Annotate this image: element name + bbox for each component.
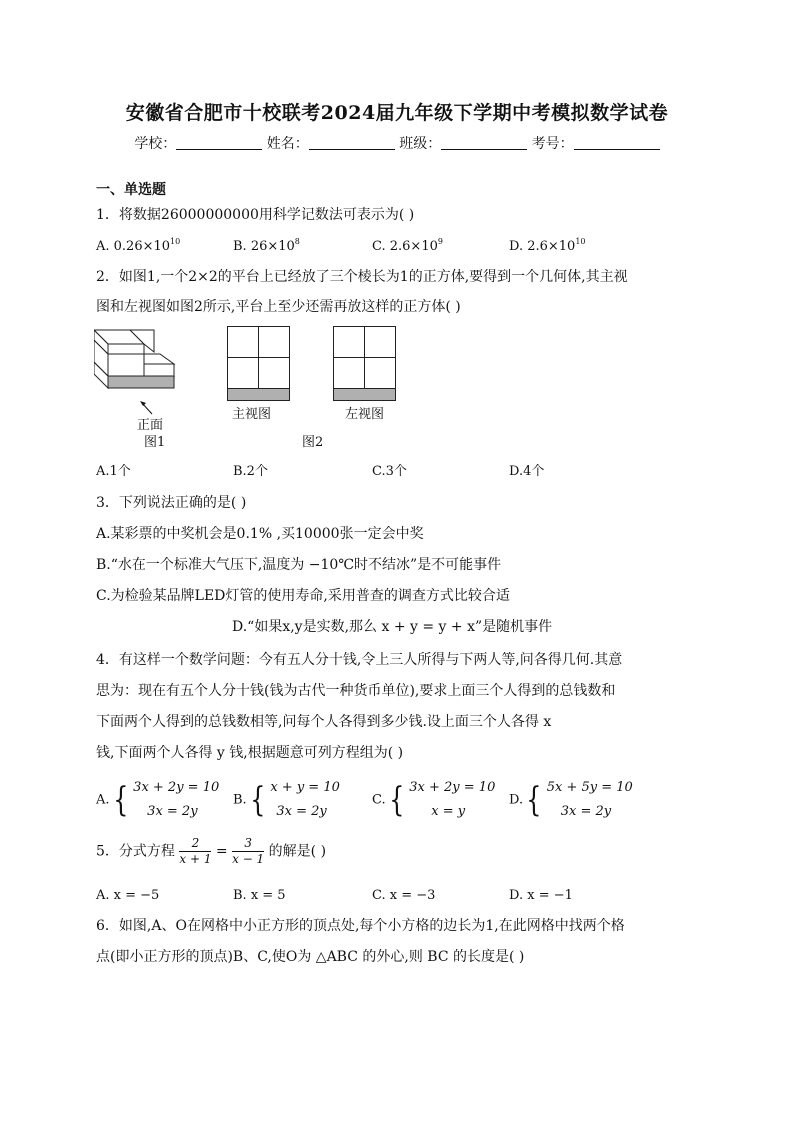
q5-prefix: 5．分式方程	[96, 843, 175, 860]
q4-a-label: A.	[96, 792, 110, 808]
main-view-label: 主视图	[232, 407, 272, 422]
q4-a-system	[133, 776, 219, 824]
q4-option-a	[96, 776, 219, 824]
q1-option-c	[372, 237, 443, 254]
q5-denominator-right: x − 1	[232, 852, 265, 866]
q4-b-brace: {	[249, 780, 266, 820]
q4-d-eq1: 5x + 5y = 10	[546, 780, 633, 795]
page-title: 安徽省合肥市十校联考2024届九年级下学期中考模拟数学试卷	[125, 102, 669, 124]
q4-a-brace: {	[112, 780, 128, 820]
q3-option-b: B.“水在一个标准大气压下,温度为 −10℃时不结冰”是不可能事件	[96, 557, 502, 573]
q5-fraction-right	[232, 836, 264, 867]
number-blank[interactable]	[574, 137, 660, 150]
q5-fraction-left	[179, 836, 211, 867]
name-label: 姓名：	[266, 136, 309, 152]
q5-numerator-right: 3	[232, 836, 264, 852]
q1-option-a	[96, 237, 181, 254]
q1-b-base: B. 26×10	[233, 239, 295, 254]
q4-c-brace: {	[388, 780, 405, 820]
q4-c-label: C.	[372, 792, 386, 808]
left-view-diagram	[333, 326, 397, 402]
front-arrow	[138, 400, 158, 416]
q4-line-3: 下面两个人得到的总钱数相等,问每个人各得到多少钱.设上面三个人各得 x	[96, 714, 552, 730]
q6-line-1: 6．如图,A、O在网格中小正方形的顶点处,每个小方格的边长为1,在此网格中找两个格	[96, 918, 625, 934]
q2-option-b: B.2个	[233, 464, 268, 479]
q4-b-eq2: 3x = 2y	[276, 804, 327, 819]
q4-d-system	[547, 776, 633, 824]
q4-b-eq1: x + y = 10	[270, 780, 340, 795]
q4-b-label: B.	[233, 792, 247, 808]
number-label: 考号：	[531, 136, 574, 152]
q1-b-exp: 8	[294, 237, 300, 246]
school-label: 学校：	[134, 136, 177, 152]
q1-stem: 1．将数据26000000000用科学记数法可表示为( )	[96, 207, 415, 223]
name-blank[interactable]	[309, 137, 395, 150]
q1-d-exp: 10	[575, 237, 586, 246]
q5-numerator-left: 2	[179, 836, 211, 852]
q1-c-exp: 9	[437, 237, 443, 246]
q3-option-d: D.“如果x,y是实数,那么 x + y = y + x”是随机事件	[232, 619, 553, 635]
q4-option-d	[509, 776, 633, 824]
q4-option-c	[372, 776, 495, 824]
q1-d-base: D. 2.6×10	[509, 239, 576, 254]
q5-option-a: A. x = −5	[96, 888, 160, 903]
section-heading: 一、单选题	[96, 182, 166, 198]
q1-option-b	[233, 237, 300, 254]
q5-stem	[96, 836, 326, 867]
q4-a-eq2: 3x = 2y	[147, 804, 198, 819]
q2-line-2: 图和左视图如图2所示,平台上至少还需再放这样的正方体( )	[96, 299, 461, 315]
q3-stem: 3．下列说法正确的是( )	[96, 495, 247, 511]
q2-option-c: C.3个	[372, 464, 407, 479]
q5-equals: =	[215, 843, 228, 860]
q5-option-b: B. x = 5	[233, 888, 286, 903]
figure1-cubes-diagram	[94, 326, 178, 406]
q4-option-b	[233, 776, 340, 824]
class-label: 班级：	[399, 136, 442, 152]
q1-a-base: A. 0.26×10	[96, 239, 171, 254]
class-blank[interactable]	[441, 137, 527, 150]
q1-option-d	[509, 237, 586, 254]
q2-line-1: 2．如图1,一个2×2的平台上已经放了三个棱长为1的正方体,要得到一个几何体,其主视	[96, 269, 628, 285]
q5-option-c: C. x = −3	[372, 888, 436, 903]
q4-c-eq2: x = y	[431, 804, 466, 819]
q4-d-eq2: 3x = 2y	[560, 804, 612, 819]
q4-c-eq1: 3x + 2y = 10	[409, 780, 496, 795]
q1-c-base: C. 2.6×10	[372, 239, 438, 254]
q4-line-2: 思为：现在有五个人分十钱(钱为古代一种货币单位),要求上面三个人得到的总钱数和	[96, 683, 616, 699]
q4-d-label: D.	[509, 792, 524, 808]
q5-denominator-left: x + 1	[179, 852, 212, 866]
q4-c-system	[409, 776, 495, 824]
q2-option-d: D.4个	[509, 464, 545, 479]
q1-a-exp: 10	[170, 237, 181, 246]
main-view-diagram	[227, 326, 291, 402]
q5-option-d: D. x = −1	[509, 888, 573, 903]
q4-b-system	[270, 776, 340, 824]
school-blank[interactable]	[176, 137, 262, 150]
figure1-label: 图1	[144, 435, 166, 450]
left-view-label: 左视图	[345, 407, 385, 422]
front-label: 正面	[137, 418, 164, 433]
q3-option-a: A.某彩票的中奖机会是0.1% ,买10000张一定会中奖	[96, 526, 424, 542]
q5-suffix: 的解是( )	[268, 843, 327, 860]
student-info-line	[0, 137, 794, 151]
q4-line-1: 4．有这样一个数学问题：今有五人分十钱,令上三人所得与下两人等,问各得几何.其意	[96, 652, 623, 668]
q2-option-a: A.1个	[96, 464, 131, 479]
q4-d-brace: {	[526, 780, 542, 820]
q4-a-eq1: 3x + 2y = 10	[133, 780, 220, 795]
q4-line-4: 钱,下面两个人各得 y 钱,根据题意可列方程组为( )	[96, 745, 404, 761]
figure2-label: 图2	[302, 435, 324, 450]
q3-option-c: C.为检验某品牌LED灯管的使用寿命,采用普查的调查方式比较合适	[96, 588, 510, 604]
q6-line-2: 点(即小正方形的顶点)B、C,使O为 △ABC 的外心,则 BC 的长度是( )	[96, 949, 525, 965]
